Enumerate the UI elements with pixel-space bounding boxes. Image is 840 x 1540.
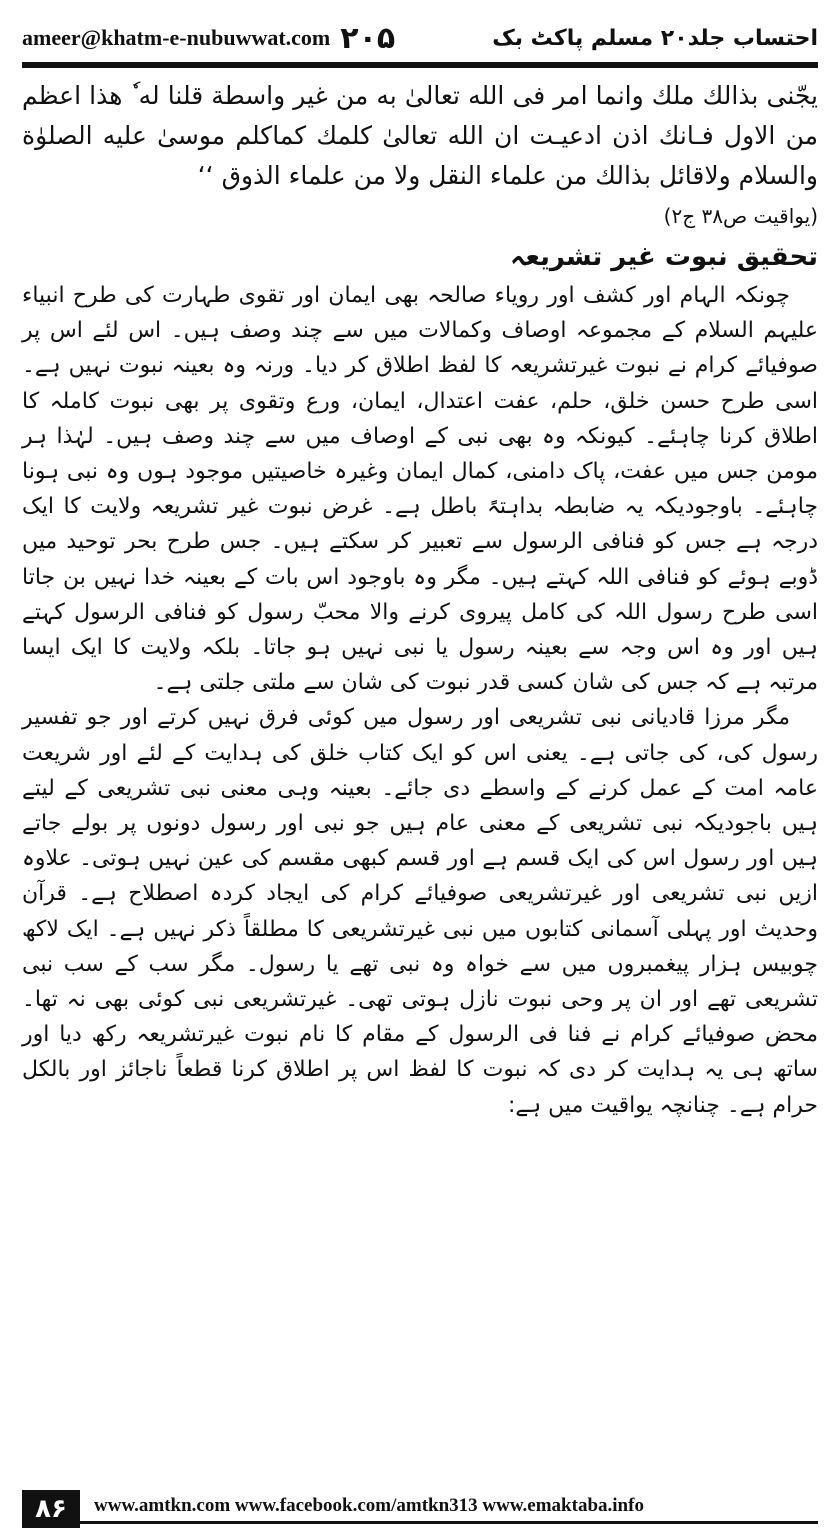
footer-links-area <box>80 1490 818 1528</box>
quote-reference: (یواقیت ص۳۸ ج۲) <box>663 204 818 228</box>
footer-page-number: ۸۶ <box>22 1490 80 1528</box>
page-footer <box>22 1490 818 1528</box>
header-left <box>22 21 395 56</box>
header-rule <box>22 62 818 68</box>
paragraph-2: مگر مرزا قادیانی نبی تشریعی اور رسول میں کوئی فرق نہیں کرتے اور جو تفسیر رسول کی، کی جاتی ہے۔ یعنی اس کو ایک کتاب خلق کی ہدایت کے لئے اور شریعت عامہ امت کے عمل کرنے کے واسطے دی جائے۔ بعینہ وہی معنی نبی تشریعی کے لیتے ہیں باجودیکہ نبی تشریعی کے معنی عام ہیں جو نبی اور رسول دونوں پر بولے جاتے ہیں اور رسول اس کی ایک قسم ہے اور قسم کبھی مقسم کی عین نہیں ہوتی۔ علاوہ ازیں نبی تشریعی اور غیرتشریعی صوفیائے کرام کی ایجاد کردہ اصطلاح ہے۔ قرآن وحدیث اور پہلی آسمانی کتابوں میں نبی غیرتشریعی کا مطلقاً ذکر نہیں ہے۔ ایک لاکھ چوبیس ہزار پیغمبروں میں سے خواہ وہ نبی تھے یا رسول۔ مگر سب کے سب نبی تشریعی تھے اور ان پر وحی نبوت نازل ہوتی تھی۔ غیرتشریعی نبی کوئی بھی نہ تھا۔ محض صوفیائے کرام نے فنا فی الرسول کے مقام کا نام نبوت غیرتشریعہ رکھ دیا اور ساتھ ہی یہ ہدایت کر دی کہ نبوت کا لفظ اس پر اطلاق کرنا قطعاً ناجائز اور بالکل حرام ہے۔ چنانچہ یواقیت میں ہے: <box>22 705 818 1118</box>
page-content <box>22 76 818 1123</box>
paragraph-1: چونکہ الہام اور کشف اور رویاء صالحہ بھی ایمان اور تقوی طہارت کی طرح انبیاء علیہم السلام کے مجموعہ اوصاف وکمالات میں سے چند وصف ہیں۔ اس لئے اس پر صوفیائے کرام نے نبوت غیرتشریعہ کا لفظ اطلاق کر دیا۔ ورنہ وہ بعینہ نبوت نہیں ہے۔ اسی طرح حسن خلق، حلم، عفت اعتدال، ایمان، ورع وتقوی پر بھی نبوت کاملہ کا اطلاق کرنا چاہئے۔ کیونکہ وہ بھی نبی کے اوصاف میں سے چند وصف ہیں۔ لہٰذا ہر مومن جس میں عفت، پاک دامنی، کمال ایمان وغیرہ خاصیتیں موجود ہوں وہ نبی ہونا چاہئے۔ باوجودیکہ یہ ضابطہ بداہتہً باطل ہے۔ غرض نبوت غیر تشریعہ ولایت کا ایک درجہ ہے جس کو فنافی الرسول سے تعبیر کر سکتے ہیں۔ جس طرح بحر توحید میں ڈوبے ہوئے کو فنافی اللہ کہتے ہیں۔ مگر وہ باوجود اس بات کے بعینہ خدا نہیں بن جاتا اسی طرح رسول اللہ کی کامل پیروی کرنے والا محبّ رسول کو فنافی الرسول کہتے ہیں اور وہ اس وجہ سے بعینہ رسول یا نبی نہیں ہو جاتا۔ بلکہ ولایت کا ایک ایسا مرتبہ ہے کہ جس کی شان کسی قدر نبوت کی شان سے ملتی جلتی ہے۔ <box>22 283 818 696</box>
footer-links[interactable]: www.amtkn.com www.facebook.com/amtkn313 www.emaktaba.info <box>94 1494 644 1516</box>
arabic-quote: یجّنی بذالك ملك وانما امر فی الله تعالیٰ به من غیر واسطة قلنا له ٗ هذا اعظم من الاول فـانك اذن ادعیـت ان الله تعالیٰ كلمك كماكلم موسیٰ علیه الصلوٰة والسلام ولاقائل بذالك من علماء النقل ولا من علماء الذوق ‘‘ <box>22 81 818 190</box>
header-book-title: احتساب جلد۲۰ مسلم پاکٹ بک <box>492 25 818 51</box>
page-header <box>22 18 818 58</box>
section-heading: تحقیق نبوت غیر تشریعہ <box>510 242 818 272</box>
header-email[interactable]: ameer@khatm-e-nubuwwat.com <box>22 25 331 50</box>
footer-rule <box>80 1521 818 1524</box>
header-page-number: ۲۰۵ <box>340 20 396 56</box>
